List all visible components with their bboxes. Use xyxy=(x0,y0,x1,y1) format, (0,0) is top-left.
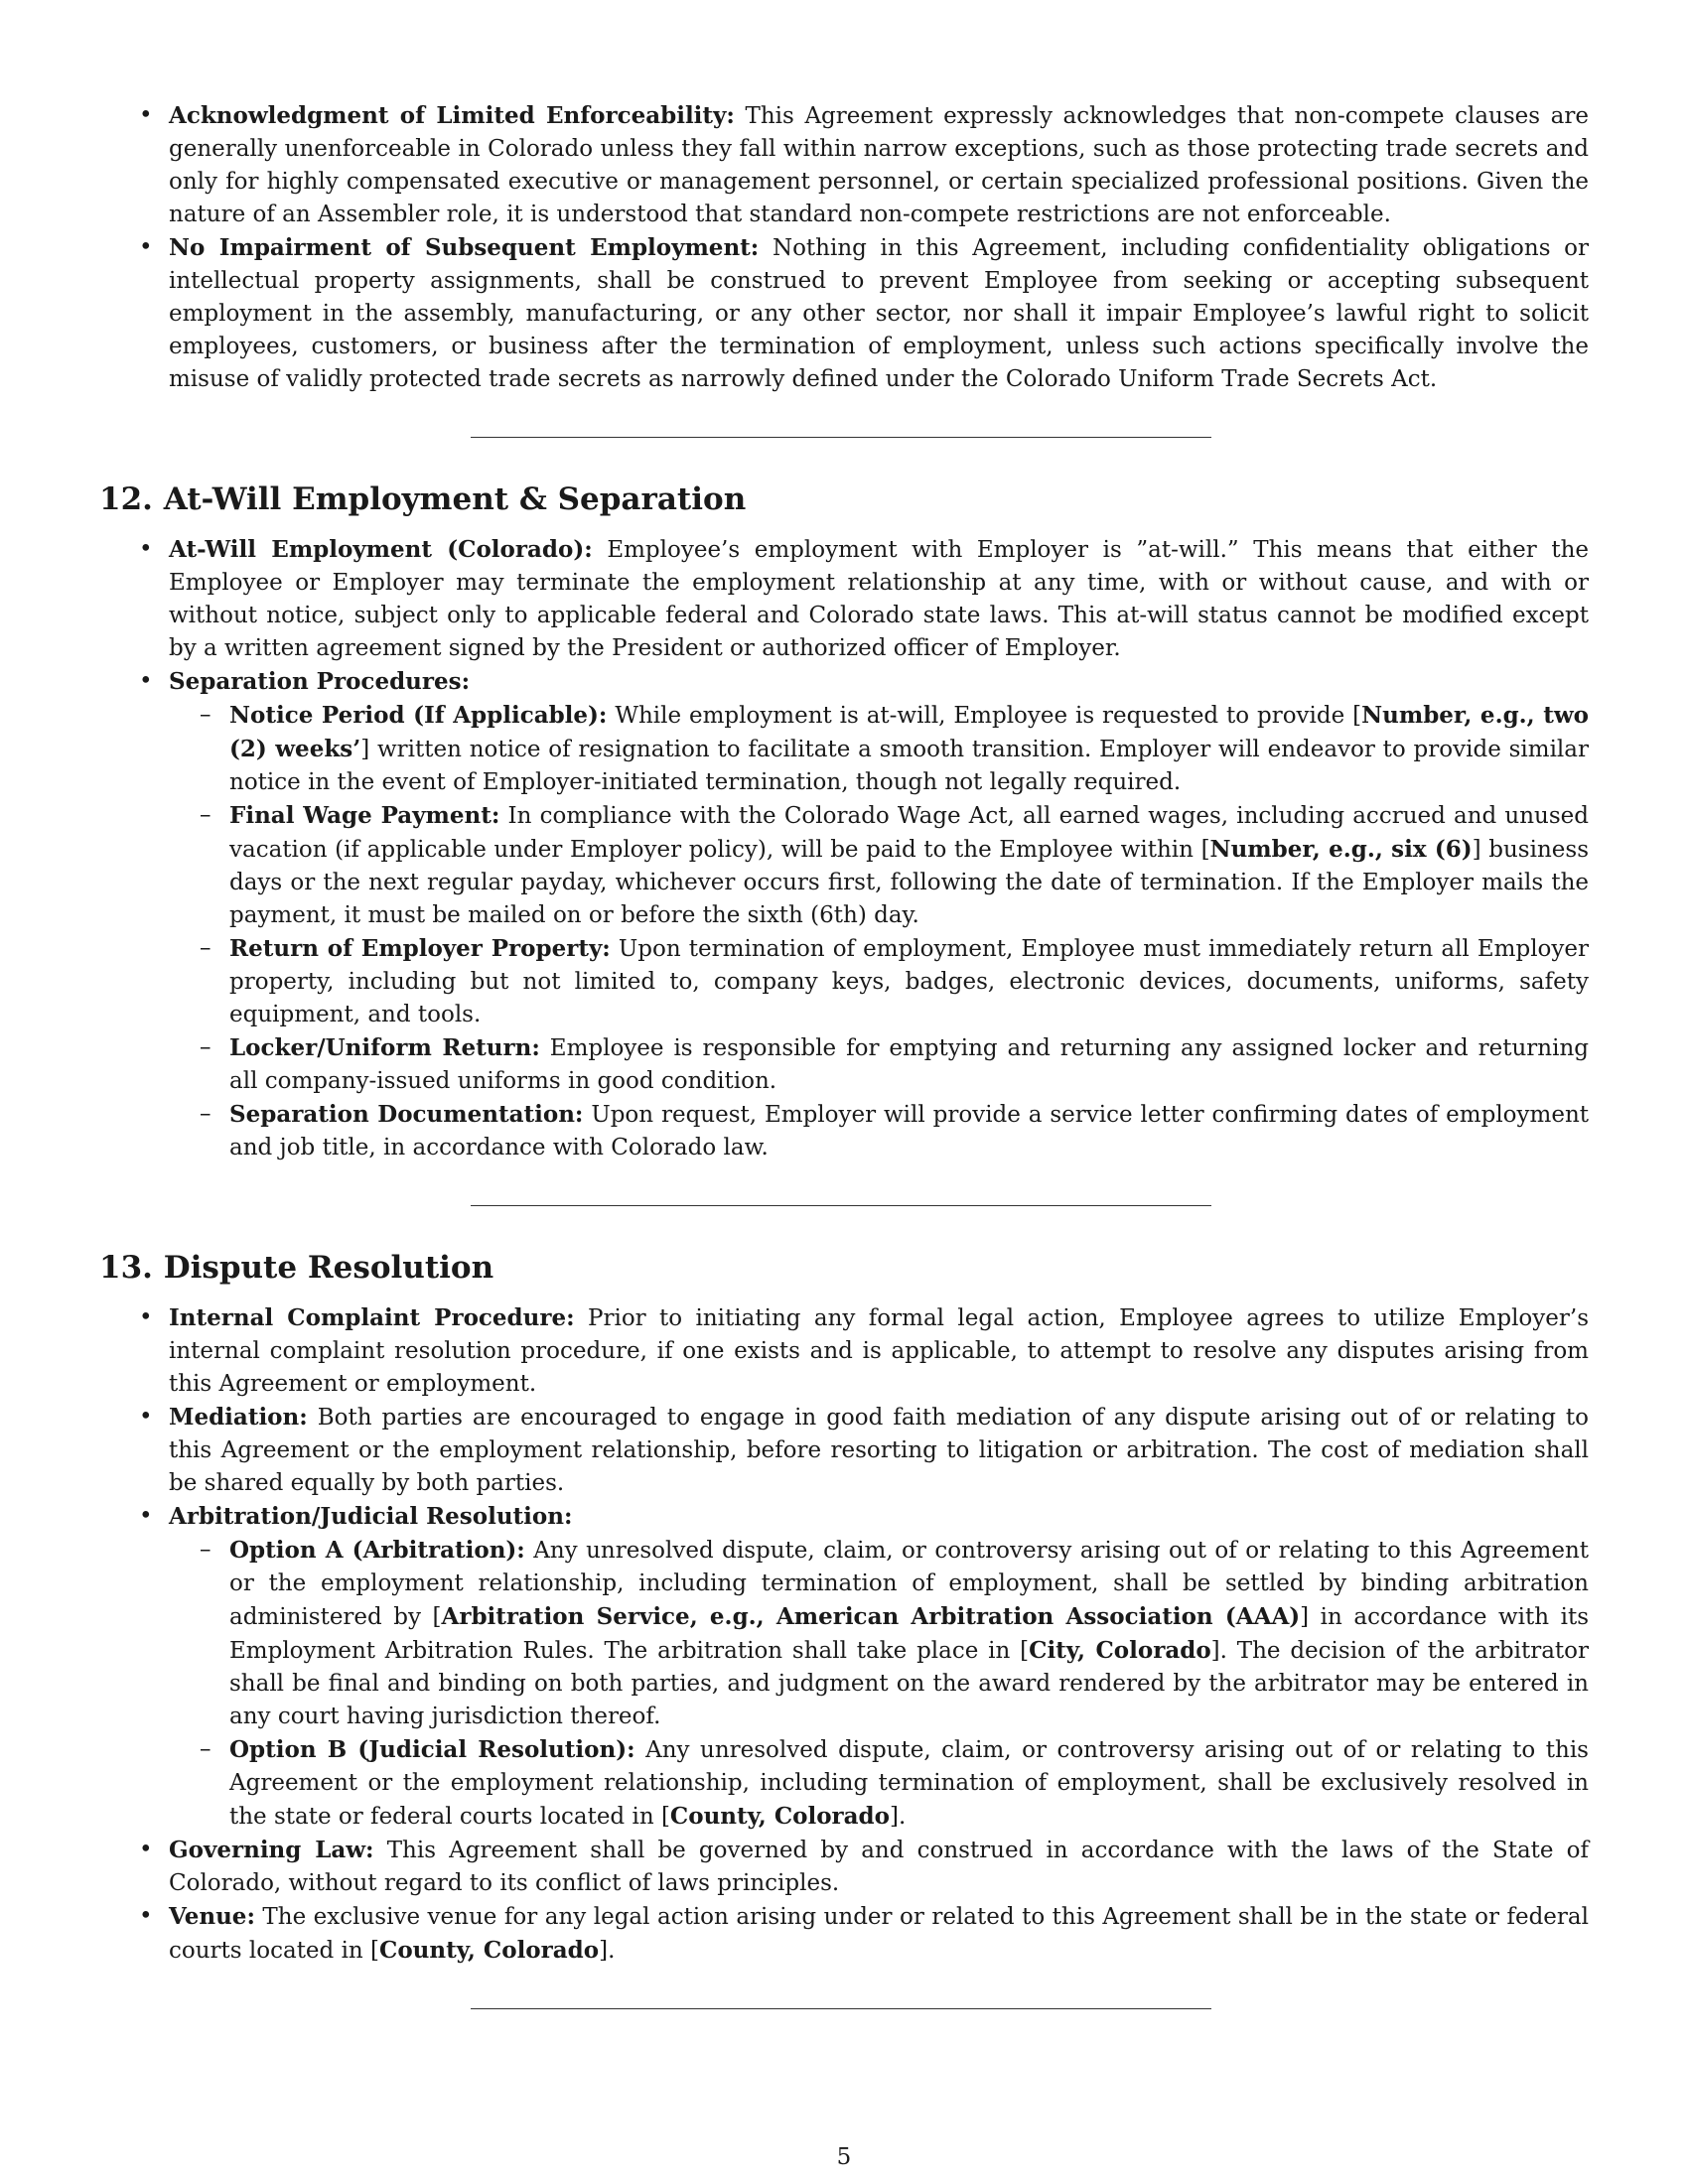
item-label: Internal Complaint Procedure: xyxy=(169,1304,575,1331)
document-page xyxy=(99,99,1589,2009)
item-text: In compliance with the Colorado Wage Act, all earned wages, including accrued and unused vacation (if applicable under Employer policy), will be paid to the Employee within [ xyxy=(229,803,1589,863)
item-text: While employment is at-will, Employee is requested to provide [ xyxy=(607,703,1362,729)
item-label: Venue: xyxy=(169,1903,255,1930)
item-label: Separation Documentation: xyxy=(229,1101,584,1128)
placeholder-field: Number, e.g., six (6) xyxy=(1209,836,1473,863)
section-11-list xyxy=(99,99,1589,396)
item-text: Prior to initiating any formal legal action, Employee agrees to utilize Employer’s internal complaint resolution procedure, if one exists and is applicable, to attempt to resolve any disputes arising from this Agreement or employment. xyxy=(169,1305,1589,1397)
item-text: Employee is responsible for emptying and returning any assigned locker and returning all company-issued uniforms in good condition. xyxy=(229,1035,1589,1094)
item-label: Governing Law: xyxy=(169,1837,374,1863)
list-item xyxy=(169,1301,1589,1401)
section-13-list xyxy=(99,1301,1589,1968)
section-divider xyxy=(471,2008,1211,2009)
item-label: Return of Employer Property: xyxy=(229,935,611,962)
list-item xyxy=(169,99,1589,231)
sub-list xyxy=(169,699,1589,1164)
list-item xyxy=(169,1500,1589,1834)
section-divider xyxy=(471,437,1211,438)
item-text: This Agreement expressly acknowledges that non-compete clauses are generally unenforceable in Colorado unless they fall within narrow exceptions, such as those protecting trade secrets and only for highly compensated executive or management personnel, or certain specialized professional positions. Given the nature of an Assembler role, it is understood that standard non-compete restrictions are not enforceable. xyxy=(169,103,1589,227)
item-label: No Impairment of Subsequent Employment: xyxy=(169,234,760,261)
list-item xyxy=(169,533,1589,665)
item-text: Employee’s employment with Employer is ”at-will.” This means that either the Employee or Employer may terminate the employment relationship at any time, with or without cause, and with or without notice, subject only to applicable federal and Colorado state laws. This at-will status cannot be modified except by a written agreement signed by the President or authorized officer of Employer. xyxy=(169,537,1590,661)
item-text: Any unresolved dispute, claim, or controversy arising out of or relating to this Agreement or the employment relationship, including termination of employment, shall be exclusively resolved in the state or federal courts located in [ xyxy=(229,1737,1589,1830)
item-text: Upon request, Employer will provide a service letter confirming dates of employment and job title, in accordance with Colorado law. xyxy=(229,1102,1589,1160)
item-label: Locker/Uniform Return: xyxy=(229,1034,540,1061)
section-12-list xyxy=(99,533,1589,1164)
item-text: Any unresolved dispute, claim, or controversy arising out of or relating to this Agreement or the employment relationship, including termination of employment, shall be settled by binding arbitration administered by [ xyxy=(229,1538,1589,1630)
sub-list-item xyxy=(229,932,1589,1031)
item-text: ] written notice of resignation to facilitate a smooth transition. Employer will endeavor to provide similar notice in the event of Employer-initiated termination, though not legally required. xyxy=(229,737,1589,795)
placeholder-field: Arbitration Service, e.g., American Arbitration Association (AAA) xyxy=(441,1603,1301,1630)
section-heading: 13. Dispute Resolution xyxy=(99,1250,494,1286)
item-text: ]. xyxy=(889,1804,907,1830)
sub-list-item xyxy=(229,1534,1589,1733)
item-text: ] business days or the next regular payday, whichever occurs first, following the date of termination. If the Employer mails the payment, it must be mailed on or before the sixth (6th) day. xyxy=(229,837,1589,928)
item-label: Option A (Arbitration): xyxy=(229,1537,525,1564)
item-label: Mediation: xyxy=(169,1404,308,1431)
item-label: Option B (Judicial Resolution): xyxy=(229,1736,635,1763)
sub-list-item xyxy=(229,1031,1589,1098)
item-text: The exclusive venue for any legal action arising under or related to this Agreement shall be in the state or federal courts located in [ xyxy=(169,1904,1589,1964)
item-text: Upon termination of employment, Employee must immediately return all Employer property, including but not limited to, company keys, badges, electronic devices, documents, uniforms, safety equipment, and tools. xyxy=(229,936,1589,1027)
page-number: 5 xyxy=(836,2144,852,2170)
item-label: Final Wage Payment: xyxy=(229,802,500,829)
sub-list-item xyxy=(229,1733,1589,1834)
placeholder-field: County, Colorado xyxy=(379,1937,600,1964)
item-label: Arbitration/Judicial Resolution: xyxy=(169,1503,573,1530)
sub-list-item xyxy=(229,699,1589,799)
list-item xyxy=(169,1401,1589,1500)
item-text: ]. xyxy=(599,1938,616,1964)
sub-list xyxy=(169,1534,1589,1834)
item-label: Acknowledgment of Limited Enforceability: xyxy=(169,102,735,129)
list-item xyxy=(169,1900,1589,1968)
item-text: ] in accordance with its Employment Arbitration Rules. The arbitration shall take place in [ xyxy=(229,1604,1589,1664)
sub-list-item xyxy=(229,799,1589,932)
placeholder-field: County, Colorado xyxy=(669,1803,890,1830)
placeholder-field: City, Colorado xyxy=(1029,1637,1211,1664)
section-divider xyxy=(471,1205,1211,1206)
item-text: This Agreement shall be governed by and construed in accordance with the laws of the State of Colorado, without regard to its conflict of laws principles. xyxy=(169,1838,1589,1896)
section-heading: 12. At-Will Employment & Separation xyxy=(99,481,747,517)
list-item xyxy=(169,231,1589,396)
list-item xyxy=(169,1834,1589,1900)
list-item xyxy=(169,665,1589,1164)
item-text: Both parties are encouraged to engage in good faith mediation of any dispute arising out of or relating to this Agreement or the employment relationship, before resorting to litigation or arbitration. The cost of mediation shall be shared equally by both parties. xyxy=(169,1405,1589,1496)
sub-list-item xyxy=(229,1098,1589,1164)
item-label: Separation Procedures: xyxy=(169,668,471,695)
item-label: Notice Period (If Applicable): xyxy=(229,702,608,729)
item-text: Nothing in this Agreement, including confidentiality obligations or intellectual property assignments, shall be construed to prevent Employee from seeking or accepting subsequent employment in the assembly, manufacturing, or any other sector, nor shall it impair Employee’s lawful right to solicit employees, customers, or business after the termination of employment, unless such actions specifically involve the misuse of validly protected trade secrets as narrowly defined under the Colorado Uniform Trade Secrets Act. xyxy=(169,235,1589,392)
item-label: At-Will Employment (Colorado): xyxy=(169,536,593,563)
item-text: ]. The decision of the arbitrator shall be final and binding on both parties, and judgment on the award rendered by the arbitrator may be entered in any court having jurisdiction thereof. xyxy=(229,1638,1589,1729)
placeholder-field: Number, e.g., two (2) weeks’ xyxy=(229,702,1590,762)
